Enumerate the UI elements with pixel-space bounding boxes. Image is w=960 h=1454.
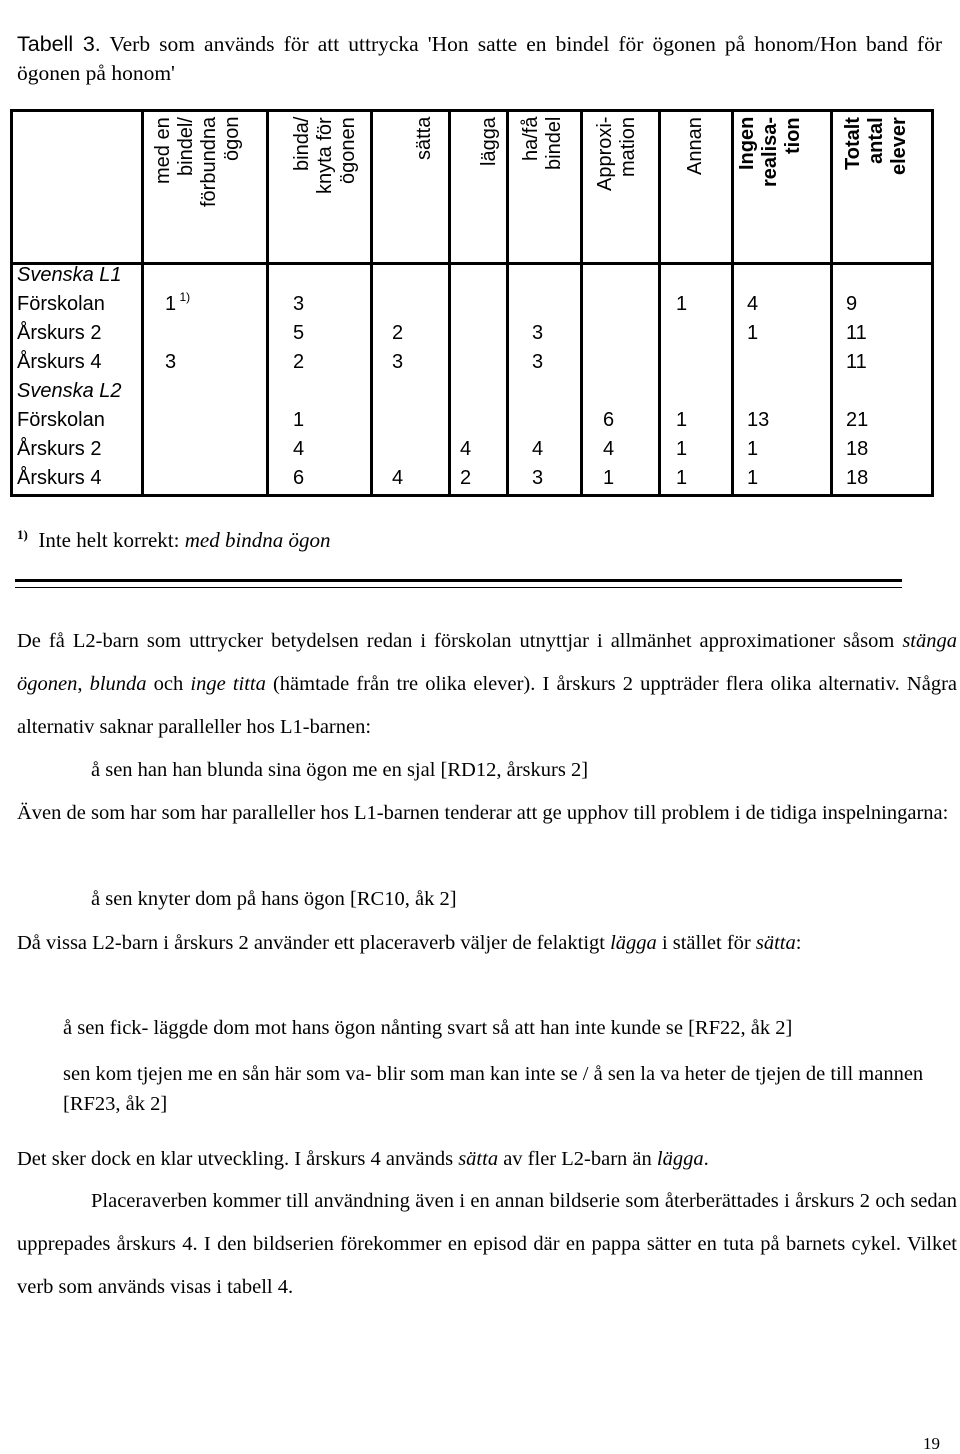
example-2: å sen knyter dom på hans ögon [RC10, åk 2]: [91, 888, 457, 910]
column-divider: [830, 112, 833, 494]
table-cell: 18: [846, 467, 869, 489]
text-run: :: [795, 932, 802, 954]
column-header: Annan: [683, 117, 706, 175]
table-cell: 4: [460, 438, 472, 460]
table-cell: 4: [392, 467, 404, 489]
paragraph-3: [17, 922, 957, 965]
italic-term: lägga: [656, 1148, 704, 1170]
table-cell: 6: [293, 467, 305, 489]
column-divider: [731, 112, 734, 494]
example-3: å sen fick- läggde dom mot hans ögon nånting svart så att han inte kunde se [RF22, åk 2]: [63, 1017, 793, 1039]
italic-term: inge titta: [190, 673, 266, 695]
column-divider: [448, 112, 451, 494]
italic-term: stänga ögonen: [17, 630, 957, 695]
text-run: ,: [77, 673, 90, 695]
table-cell: 4: [747, 293, 759, 315]
table-cell: 3: [392, 351, 404, 373]
paragraph-4: [17, 1138, 957, 1181]
table-cell: 3: [532, 322, 544, 344]
table-cell: 1: [293, 409, 305, 431]
table-cell: 2: [392, 322, 404, 344]
footnote-italic: med bindna ögon: [184, 528, 331, 552]
table-cell: 1: [676, 438, 688, 460]
text-run: .: [703, 1148, 709, 1170]
caption-label: Tabell 3.: [17, 32, 101, 56]
table-cell: 3: [165, 351, 177, 373]
double-rule: [15, 579, 902, 588]
table-cell: 3: [293, 293, 305, 315]
column-header: binda/ knyta för ögonen: [290, 117, 359, 194]
column-divider: [370, 112, 373, 494]
table-cell: 1: [747, 438, 759, 460]
example-4: sen kom tjejen me en sån här som va- blir som man kan inte se / å sen la va heter de tjejen de till mannen [RF23, åk 2]: [63, 1063, 924, 1115]
italic-term: blunda: [89, 673, 147, 695]
text-run: och: [146, 673, 191, 695]
table-cell: 2: [460, 467, 472, 489]
italic-term: lägga: [610, 932, 657, 954]
column-divider: [580, 112, 583, 494]
column-header: Approxi- mation: [594, 117, 639, 192]
footnote-text: Inte helt korrekt:: [38, 528, 185, 552]
table-cell: 1: [676, 467, 688, 489]
table-cell: 21: [846, 409, 869, 431]
italic-term: sätta: [458, 1148, 499, 1170]
text-run: Det sker dock en klar utveckling. I årskurs 4 används: [17, 1148, 459, 1170]
table-cell: 1: [676, 293, 688, 315]
row-label: Förskolan: [17, 293, 105, 315]
table-cell: 6: [603, 409, 615, 431]
text-run: av fler L2-barn än: [498, 1148, 657, 1170]
header-divider: [10, 262, 934, 265]
column-header: Totalt antal elever: [841, 117, 910, 175]
table-cell: 2: [293, 351, 305, 373]
column-divider: [658, 112, 661, 494]
example-1: å sen han han blunda sina ögon me en sjal [RD12, årskurs 2]: [91, 759, 589, 781]
text-run: (hämtade från tre olika elever). I årskurs 2 uppträder flera olika alternativ. Några alternativ saknar paralleller hos L1-barnen:: [17, 673, 957, 738]
row-label: Årskurs 2: [17, 438, 102, 460]
table-cell: 4: [532, 438, 544, 460]
paragraph-2: Även de som har som har paralleller hos L1-barnen tenderar att ge upphov till problem i de tidiga inspelningarna:: [17, 802, 949, 824]
table-cell: 1: [747, 467, 759, 489]
text-run: i stället för: [656, 932, 756, 954]
table-cell: 1: [676, 409, 688, 431]
column-divider: [141, 112, 144, 494]
table-cell: 9: [846, 293, 858, 315]
footnote-ref: 1): [176, 290, 191, 304]
paragraph-1: [17, 620, 957, 749]
column-divider: [266, 112, 269, 494]
table-cell: 1: [747, 322, 759, 344]
table-caption: [17, 30, 942, 88]
group-label: Svenska L1: [17, 264, 122, 286]
table-cell: 5: [293, 322, 305, 344]
table-cell: 18: [846, 438, 869, 460]
table-cell: 13: [747, 409, 770, 431]
page-number: 19: [923, 1434, 940, 1453]
text-run: Då vissa L2-barn i årskurs 2 använder ett placeraverb väljer de felaktigt: [17, 932, 611, 954]
table-cell: 11: [846, 351, 867, 373]
row-label: Årskurs 4: [17, 351, 102, 373]
caption-text: Verb som används för att uttrycka 'Hon satte en bindel för ögonen på honom/Hon band för ögonen på honom': [17, 32, 942, 85]
row-label: Förskolan: [17, 409, 105, 431]
column-header: Ingen realisa- tion: [735, 117, 804, 188]
italic-term: sätta: [755, 932, 796, 954]
table-cell: 4: [293, 438, 305, 460]
column-divider: [506, 112, 509, 494]
row-label: Årskurs 4: [17, 467, 102, 489]
table-cell: [165, 290, 191, 316]
column-header: ha/få bindel: [520, 117, 565, 171]
column-header: lägga: [477, 117, 500, 166]
cell-value: 1: [165, 293, 177, 315]
paragraph-5: Placeraverben kommer till användning även i en annan bildserie som återberättades i årskurs 2 och sedan upprepades årskurs 4. I den bildserien förekommer en episod där en pappa sätter en tuta på barnets cykel. Vilket verb som används visas i tabell 4.: [17, 1190, 957, 1298]
table-cell: 4: [603, 438, 615, 460]
column-header: med en bindel/ förbundna ögon: [152, 117, 243, 208]
table-cell: 3: [532, 467, 544, 489]
column-header: sätta: [412, 117, 435, 161]
group-label: Svenska L2: [17, 380, 122, 402]
footnote-mark: 1): [17, 527, 28, 542]
row-label: Årskurs 2: [17, 322, 102, 344]
table-cell: 1: [603, 467, 615, 489]
footnote: [17, 527, 331, 553]
table-cell: 3: [532, 351, 544, 373]
text-run: De få L2-barn som uttrycker betydelsen redan i förskolan utnyttjar i allmänhet approximationer såsom: [17, 630, 903, 652]
table-cell: 11: [846, 322, 867, 344]
